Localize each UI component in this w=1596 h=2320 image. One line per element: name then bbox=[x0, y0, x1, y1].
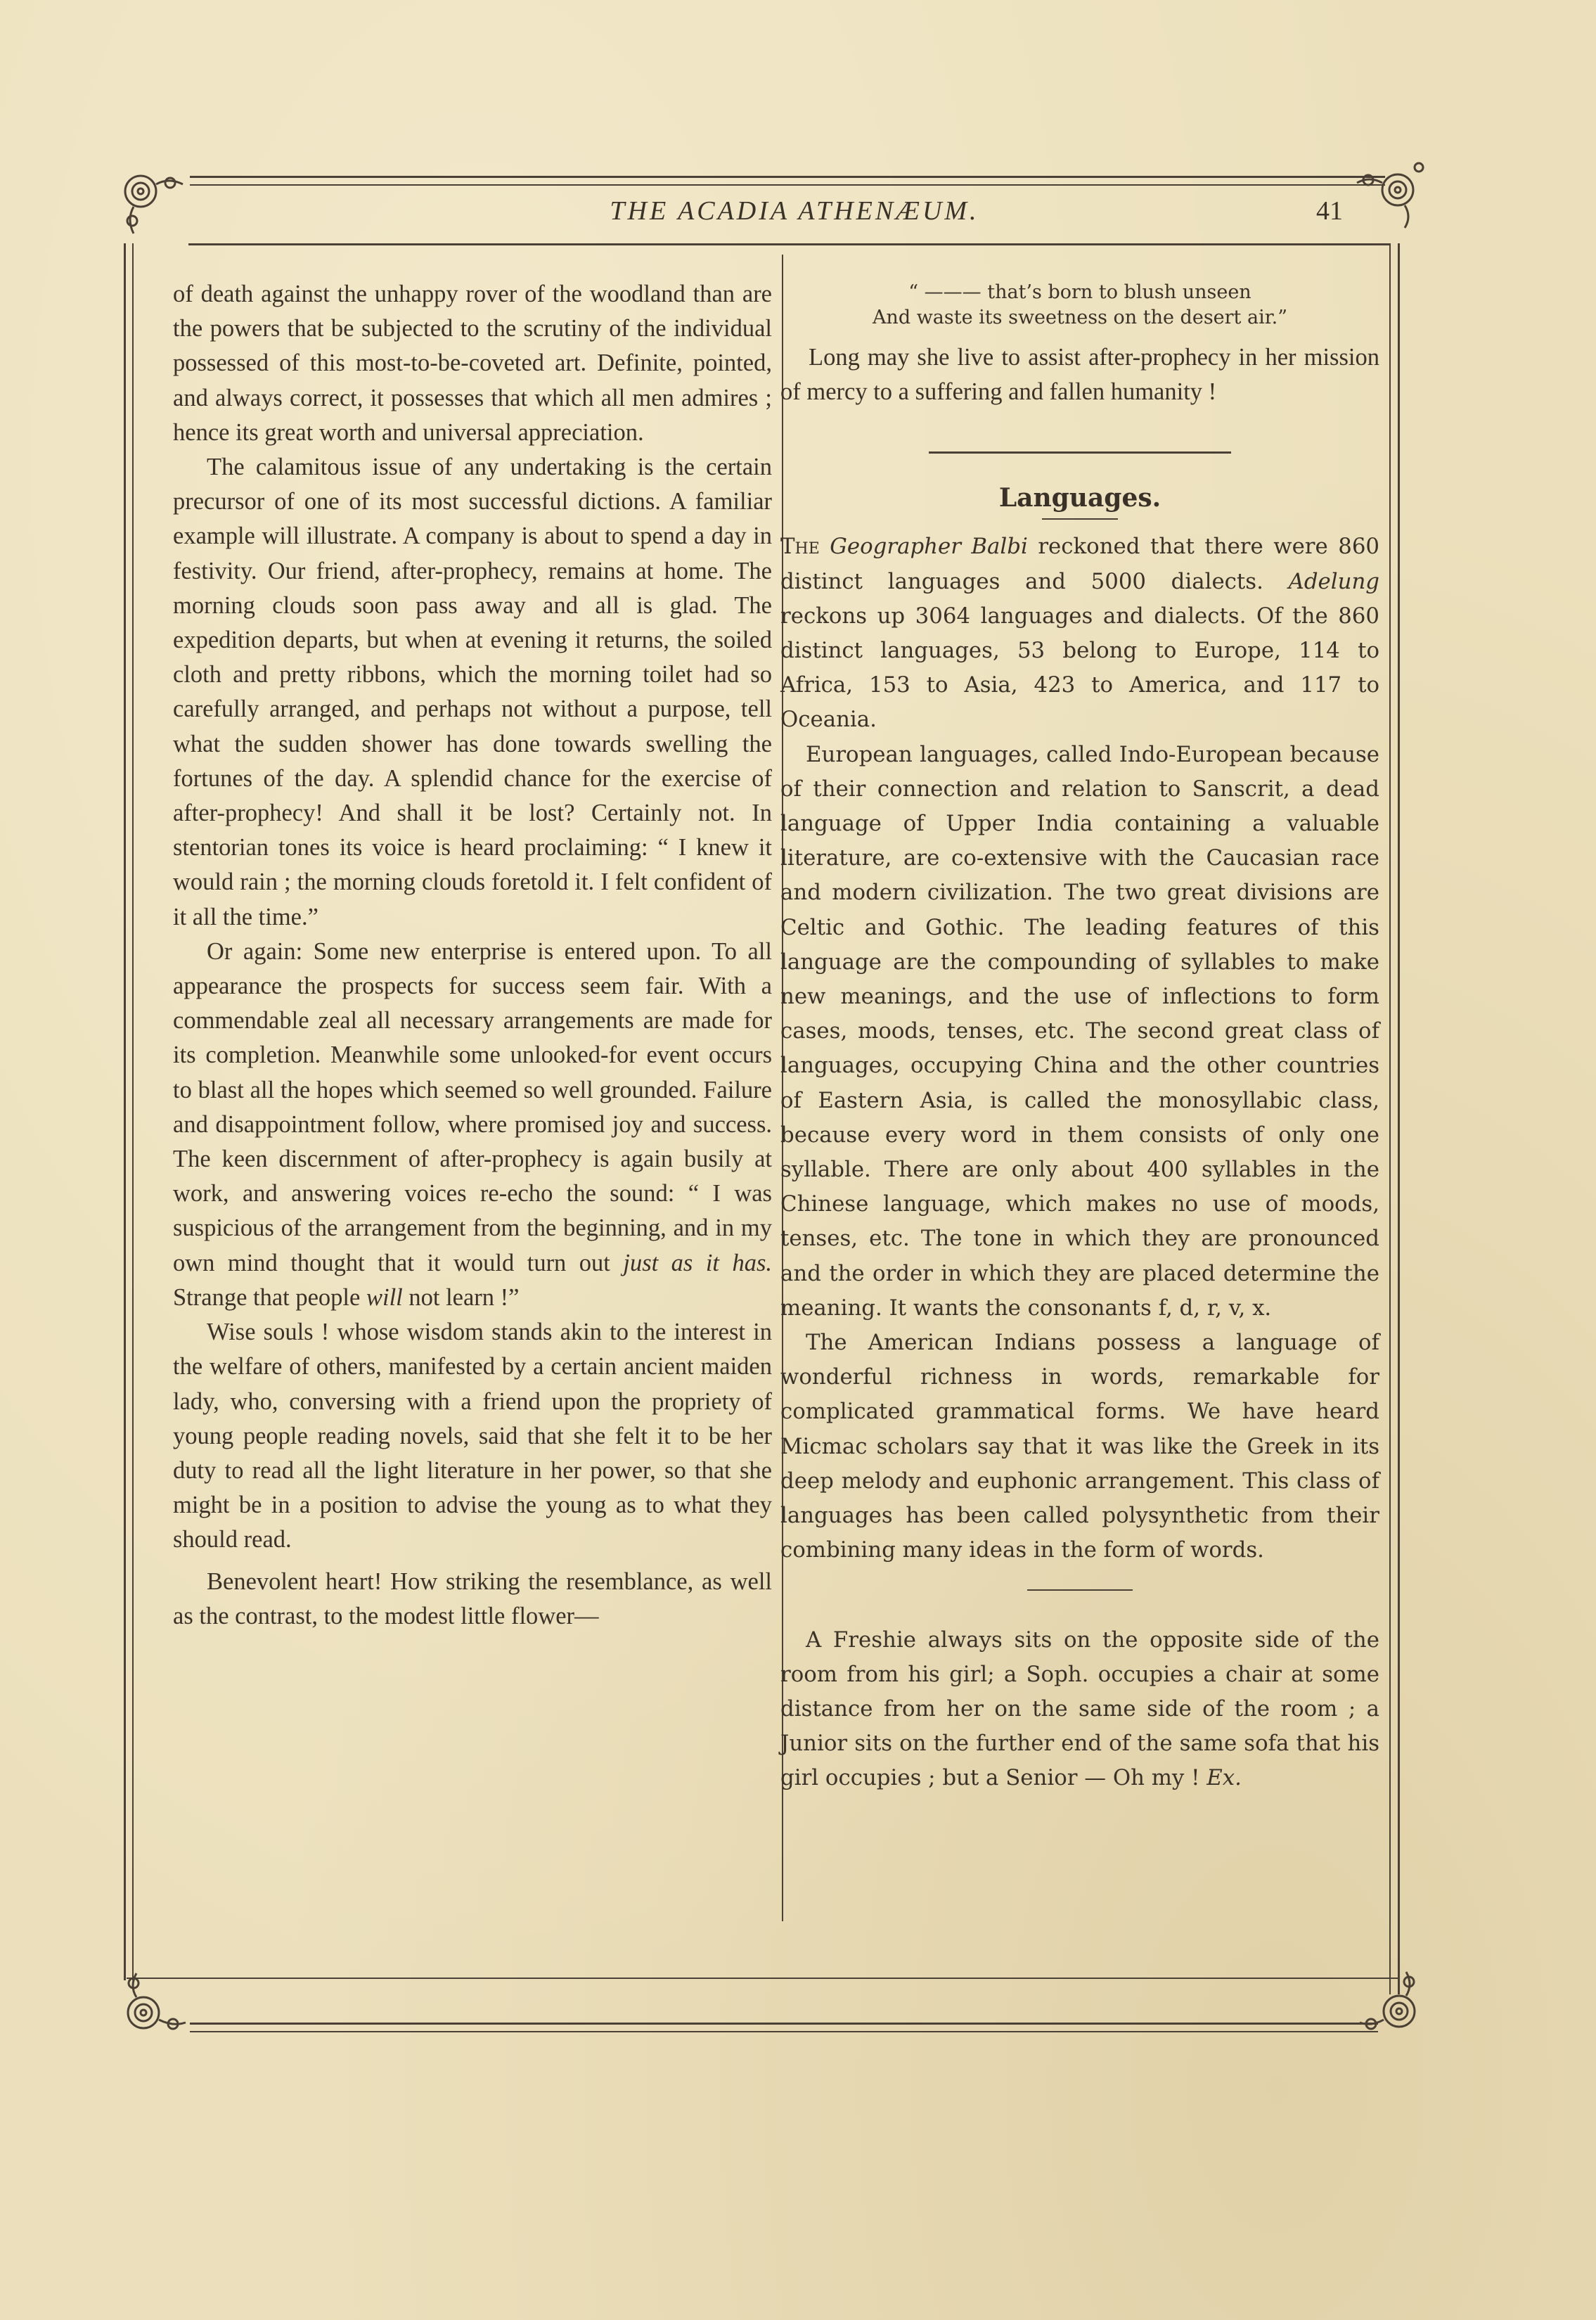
left-column bbox=[173, 277, 772, 1634]
frame-right-line-outer bbox=[1398, 243, 1400, 1994]
section-title-underline bbox=[1042, 518, 1118, 520]
frame-left-line-outer bbox=[124, 243, 126, 1980]
frame-left-line-inner bbox=[132, 243, 134, 1980]
languages-article bbox=[780, 530, 1379, 1568]
languages-text-b: reckons up 3064 languages and dialects. Of the 860 distinct languages, 53 belong to Europe, 114 to Africa, 153 to Asia, 423 to America, and 117 to Oceania. bbox=[780, 603, 1379, 733]
left-paragraph-3-italic-2: will bbox=[366, 1283, 403, 1311]
article-separator-rule bbox=[1027, 1589, 1133, 1591]
ornament-bottom-right-icon bbox=[1357, 1969, 1434, 2046]
ornament-top-right-icon bbox=[1354, 155, 1431, 232]
left-paragraph-2: The calamitous issue of any undertaking is the certain precursor of one of its most successful dictions. A familiar example will illustrate. A company is about to spend a day in festivity. Our friend, after-prophecy, remains at home. The morning clouds soon pass away and all is glad. The expedition departs, but when at evening it returns, the soiled cloth and pretty ribbons, which the morning toilet had so carefully arranged, and perhaps not without a purpose, tell what the sudden shower has done towards swelling the fortunes of the day. A splendid chance for the exercise of after-prophecy! And shall it be lost? Certainly not. In stentorian tones its voice is heard proclaiming: “ I knew it would rain ; the morning clouds foretold it. I felt confident of it all the time.” bbox=[173, 454, 772, 930]
languages-italic-balbi: Geographer Balbi bbox=[830, 534, 1028, 560]
page-number: 41 bbox=[1316, 196, 1343, 226]
languages-text-a: reckoned that there were 860 distinct languages and 5000 dialects. bbox=[780, 534, 1380, 594]
left-paragraph-4: Wise souls ! whose wisdom stands akin to the interest in the welfare of others, manifested by a certain ancient maiden lady, who, conversing with a friend upon the propriety of young people reading novels, said that she felt it to be her duty to read all the light literature in her power, so that she might be in a position to advise the young as to what they should read. bbox=[173, 1319, 772, 1553]
frame-top-line-inner bbox=[190, 184, 1385, 186]
left-paragraph-3-text-a: Or again: Some new enterprise is entered upon. To all appearance the prospects for success seem fair. With a commendable zeal all necessary arrangements are made for its completion. Meanwhile some unlooked-for event occurs to blast all the hopes which seemed so well grounded. Failure and disappointment follow, where promised joy and success. The keen discernment of after-prophecy is again busily at work, and answering voices re-echo the sound: “ I was suspicious of the arrangement from the beginning, and in my own mind thought that it would turn out bbox=[173, 937, 772, 1276]
left-paragraph-3-italic-1: just as it has. bbox=[623, 1249, 773, 1276]
running-title: THE ACADIA ATHENÆUM. bbox=[610, 196, 979, 226]
quote-line-1: “ ——— that’s born to blush unseen bbox=[908, 281, 1251, 303]
left-paragraph-1: of death against the unhappy rover of the woodland than are the powers that be subjected to the scrutiny of the individual possessed of this most-to-be-coveted art. Definite, pointed, and always correct, it possesses that which all men admires ; hence its great worth and universal appreciation. bbox=[173, 281, 772, 446]
freshie-signature: Ex. bbox=[1206, 1765, 1242, 1791]
left-paragraph-5: Benevolent heart! How striking the resemblance, as well as the contrast, to the modest little flower— bbox=[173, 1568, 772, 1629]
left-paragraph-3 bbox=[173, 935, 772, 1315]
frame-bottom-line-outer bbox=[190, 2023, 1378, 2025]
languages-italic-adelung: Adelung bbox=[1288, 568, 1379, 594]
quote-line-2: And waste its sweetness on the desert air.” bbox=[872, 307, 1288, 328]
right-paragraph-1: Long may she live to assist after-prophecy in her mission of mercy to a suffering and fallen humanity ! bbox=[780, 344, 1379, 406]
languages-lead-word: The bbox=[780, 534, 820, 560]
frame-bottom-line-outer-2 bbox=[190, 2031, 1378, 2032]
languages-paragraph-2: European languages, called Indo-European because of their connection and relation to Sanscrit, a dead language of Upper India containing a valuable literature, are co-extensive with the Caucasian race and modern civilization. The two great divisions are Celtic and Gothic. The leading features of this language are the compounding of syllables to make new meanings, and the use of inflections to form cases, moods, tenses, etc. The second great class of languages, occupying China and the other countries of Eastern Asia, is called the monosyllabic class, because every word in them consists of only one syllable. There are only about 400 syllables in the Chinese language, which makes no use of moods, tenses, etc. The tone in which they are pronounced and the order in which they are placed determine the meaning. It wants the consonants f, d, r, v, x. bbox=[780, 741, 1379, 1321]
ornament-bottom-left-icon bbox=[112, 1969, 190, 2046]
freshie-text: A Freshie always sits on the opposite side of the room from his girl; a Soph. occupies a chair at some distance from her on the same side of the room ; a Junior sits on the further end of the same sofa that his girl occupies ; but a Senior — Oh my ! bbox=[780, 1627, 1379, 1791]
section-separator-rule bbox=[929, 451, 1231, 454]
freshie-paragraph bbox=[780, 1623, 1379, 1796]
header-underline bbox=[188, 243, 1391, 245]
poem-quote bbox=[780, 280, 1379, 331]
languages-paragraph-1 bbox=[780, 530, 1379, 737]
left-paragraph-3-text-c: not learn !” bbox=[408, 1283, 520, 1311]
right-column bbox=[780, 280, 1379, 1796]
frame-right-line-inner bbox=[1389, 243, 1391, 1994]
frame-bottom-line-inner bbox=[127, 1978, 1399, 1979]
languages-paragraph-3: The American Indians possess a language of wonderful richness in words, remarkable for complicated grammatical forms. We have heard Micmac scholars say that it was like the Greek in its deep melody and euphonic arrangement. This class of languages has been called polysynthetic from their combining many ideas in the form of words. bbox=[780, 1330, 1379, 1563]
ornament-top-left-icon bbox=[112, 163, 190, 241]
frame-top-line-outer bbox=[190, 176, 1385, 178]
left-paragraph-3-text-b: Strange that people bbox=[173, 1283, 361, 1311]
section-title: Languages. bbox=[998, 483, 1161, 513]
